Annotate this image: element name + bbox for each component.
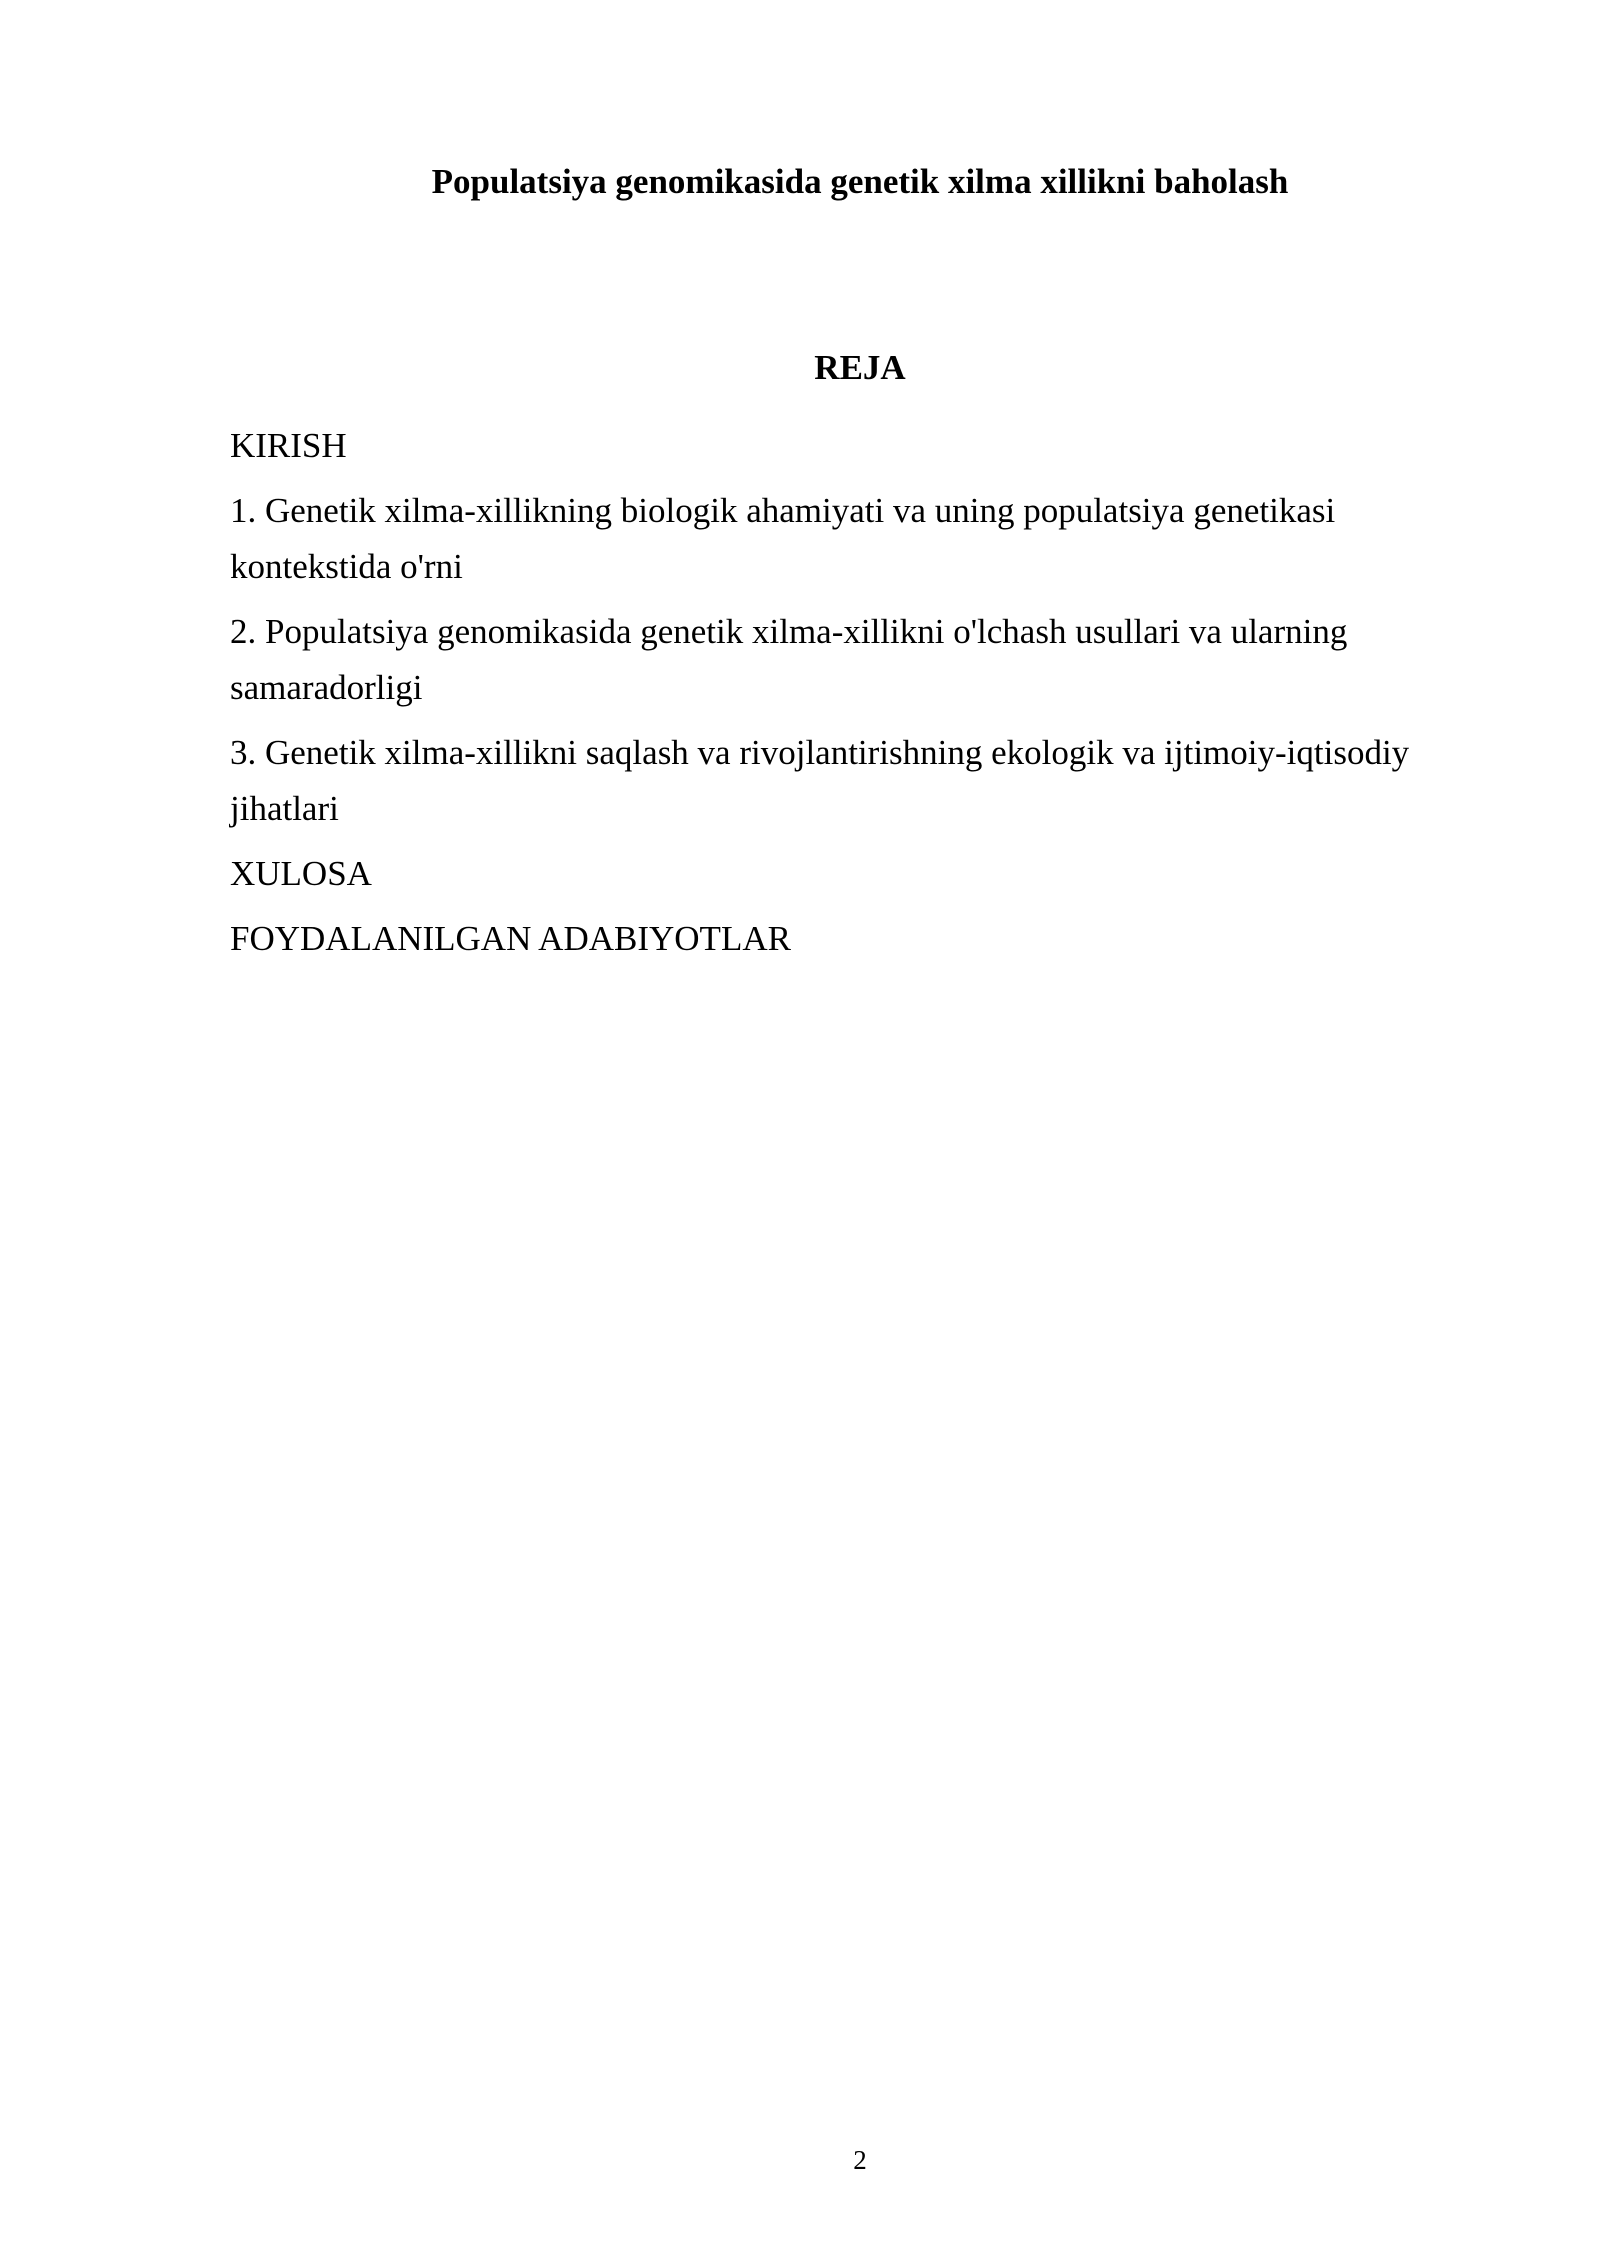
plan-item-conclusion: XULOSA bbox=[230, 854, 372, 893]
plan-item-3: 3. Genetik xilma-xillikni saqlash va rivojlantirishning ekologik va ijtimoiy-iqtisodiy jihatlari bbox=[230, 733, 1410, 828]
page-number: 2 bbox=[853, 2145, 867, 2175]
plan-item-introduction: KIRISH bbox=[230, 426, 347, 465]
plan-item-1: 1. Genetik xilma-xillikning biologik ahamiyati va uning populatsiya genetikasi kontekstida o'rni bbox=[230, 491, 1336, 586]
plan-item-references: FOYDALANILGAN ADABIYOTLAR bbox=[230, 919, 791, 958]
plan-heading: REJA bbox=[814, 348, 906, 387]
plan-item-2: 2. Populatsiya genomikasida genetik xilma-xillikni o'lchash usullari va ularning samaradorligi bbox=[230, 612, 1348, 707]
plan-list bbox=[230, 418, 1480, 976]
document-title: Populatsiya genomikasida genetik xilma xillikni baholash bbox=[431, 162, 1289, 201]
